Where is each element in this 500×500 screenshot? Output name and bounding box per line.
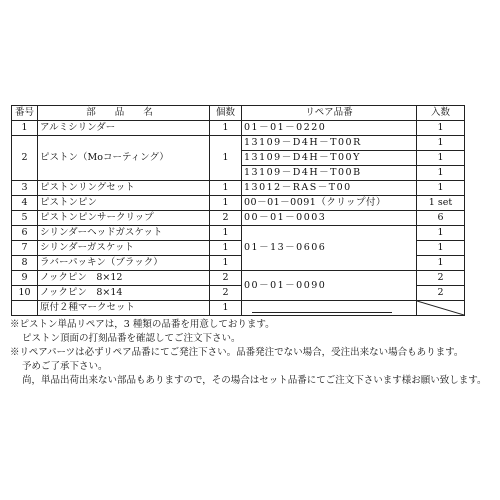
row-name: 原付２種マークセット xyxy=(38,301,210,316)
row-no: 3 xyxy=(12,181,38,196)
row-qty: 1 xyxy=(210,301,242,316)
row-no: 7 xyxy=(12,241,38,256)
note-line-2: ピストン頂面の打刻品番を確認してご注文下さい。 xyxy=(22,333,241,344)
row-repair: 00－01－0003 xyxy=(242,211,417,226)
row-qty: 1 xyxy=(210,136,242,181)
table-row xyxy=(12,211,465,226)
row-name: シリンダーヘッドガスケット xyxy=(38,226,210,241)
header-repair: リペア品番 xyxy=(242,106,417,121)
row-no: 6 xyxy=(12,226,38,241)
parts-table xyxy=(11,105,465,316)
notes xyxy=(10,318,495,388)
row-no: 1 xyxy=(12,121,38,136)
row-repair: 13109－D4H－T00B xyxy=(242,166,417,181)
row-pack: 2 xyxy=(417,286,465,301)
row-pack: 1 xyxy=(417,256,465,271)
row-no: 9 xyxy=(12,271,38,286)
row-qty: 1 xyxy=(210,121,242,136)
row-qty: 1 xyxy=(210,196,242,211)
row-name: ノックピン 8×12 xyxy=(38,271,210,286)
row-qty: 2 xyxy=(210,286,242,301)
header-pack: 入数 xyxy=(417,106,465,121)
row-name: ピストンピン xyxy=(38,196,210,211)
note-line-5: 尚，単品出荷出来ない部品もありますので，その場合はセット品番にてご注文下さいます様お願い致します。 xyxy=(22,375,487,386)
row-pack: 1 xyxy=(417,241,465,256)
table-row xyxy=(12,181,465,196)
row-no: 10 xyxy=(12,286,38,301)
row-name: ピストン（Moコーティング） xyxy=(38,136,210,181)
row-qty: 2 xyxy=(210,271,242,286)
note-line-1: ※ピストン単品リペアは，3 種類の品番を用意しております。 xyxy=(10,319,275,330)
row-pack: 1 xyxy=(417,121,465,136)
row-name: ピストンリングセット xyxy=(38,181,210,196)
diagonal-slash xyxy=(417,301,464,315)
header-qty: 個数 xyxy=(210,106,242,121)
row-pack: 6 xyxy=(417,211,465,226)
row-pack: 1 xyxy=(417,181,465,196)
row-pack: 1 xyxy=(417,226,465,241)
row-qty: 1 xyxy=(210,226,242,241)
table-row xyxy=(12,196,465,211)
row-repair: 00－01－0090 xyxy=(242,271,417,301)
note-line-4: 予めご了承下さい。 xyxy=(22,361,108,372)
row-repair: 01－01－0220 xyxy=(242,121,417,136)
row-no: 4 xyxy=(12,196,38,211)
row-repair-blank xyxy=(242,301,417,316)
row-pack: 1 set xyxy=(417,196,465,211)
row-qty: 1 xyxy=(210,181,242,196)
row-name: ノックピン 8×14 xyxy=(38,286,210,301)
table-row xyxy=(12,226,465,241)
row-repair: 13109－D4H－T00R xyxy=(242,136,417,151)
table-row xyxy=(12,136,465,151)
table-row xyxy=(12,301,465,316)
row-pack: 2 xyxy=(417,271,465,286)
header-no: 番号 xyxy=(12,106,38,121)
row-repair: 01－13－0606 xyxy=(242,226,417,271)
blank-underline xyxy=(252,306,392,313)
row-pack: 1 xyxy=(417,166,465,181)
row-name: ラバーパッキン（ブラック） xyxy=(38,256,210,271)
row-name: アルミシリンダー xyxy=(38,121,210,136)
row-repair: 13012－RAS－T00 xyxy=(242,181,417,196)
note-line-3: ※リペアパーツは必ずリペア品番にてご発注下さい。品番発注でない場合，受注出来ない場合もあります。 xyxy=(10,347,464,358)
row-repair: 13109－D4H－T00Y xyxy=(242,151,417,166)
row-qty: 2 xyxy=(210,211,242,226)
row-name: ピストンピンサークリップ xyxy=(38,211,210,226)
row-qty: 1 xyxy=(210,241,242,256)
row-pack: 1 xyxy=(417,151,465,166)
row-no: 5 xyxy=(12,211,38,226)
row-no xyxy=(12,301,38,316)
row-pack-diagonal xyxy=(417,301,465,316)
table-header-row xyxy=(12,106,465,121)
row-name: シリンダーガスケット xyxy=(38,241,210,256)
row-no: 8 xyxy=(12,256,38,271)
row-no: 2 xyxy=(12,136,38,181)
table-row xyxy=(12,121,465,136)
header-name: 部 品 名 xyxy=(38,106,210,121)
row-pack: 1 xyxy=(417,136,465,151)
row-repair: 00－01－0091（クリップ付） xyxy=(242,196,417,211)
row-qty: 1 xyxy=(210,256,242,271)
table-row xyxy=(12,271,465,286)
